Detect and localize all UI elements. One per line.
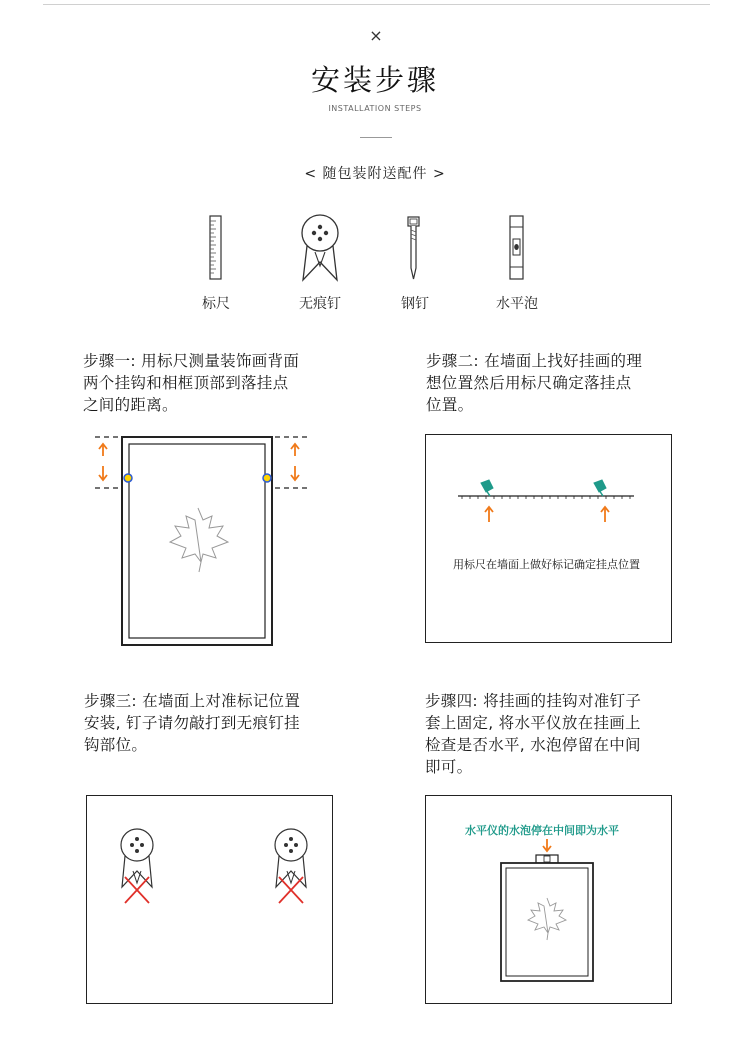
step-3-line: 步骤三: 在墙面上对准标记位置	[84, 692, 301, 710]
traceless-hook-icon	[275, 829, 307, 903]
step-1-line: 之间的距离。	[83, 396, 178, 414]
step-2-caption: 用标尺在墙面上做好标记确定挂点位置	[453, 558, 640, 571]
marker-pin-icon	[594, 480, 606, 496]
accessory-label-hook: 无痕钉	[299, 296, 341, 312]
step-3-line: 钩部位。	[84, 736, 148, 754]
accessory-label-ruler: 标尺	[202, 296, 230, 312]
step-4-text	[425, 690, 641, 778]
marker-pin-icon	[481, 480, 493, 496]
page-subtitle: INSTALLATION STEPS	[328, 104, 422, 113]
step-4-line: 即可。	[425, 758, 473, 776]
steel-nail-icon	[405, 216, 423, 282]
ruler-icon	[208, 215, 224, 281]
step-2-illustration	[425, 434, 672, 643]
step-1-text	[83, 350, 299, 416]
step-2-text	[426, 350, 642, 416]
page-title: 安装步骤	[310, 63, 439, 97]
accessories-heading: < 随包装附送配件 >	[304, 166, 446, 182]
top-divider-line	[43, 4, 710, 5]
step-2-line: 想位置然后用标尺确定落挂点	[426, 374, 632, 392]
step-2-markings	[426, 470, 669, 530]
step-1-illustration	[90, 432, 312, 650]
step-1-line: 两个挂钩和相框顶部到落挂点	[83, 374, 289, 392]
accessory-label-level: 水平泡	[496, 296, 538, 312]
title-divider	[360, 137, 392, 138]
spirit-level-icon	[508, 215, 526, 281]
step-2-line: 位置。	[426, 396, 474, 414]
step-3-line: 安装, 钉子请勿敲打到无痕钉挂	[84, 714, 300, 732]
step-4-line: 套上固定, 将水平仪放在挂画上	[425, 714, 641, 732]
step-2-line: 步骤二: 在墙面上找好挂画的理	[426, 352, 643, 370]
step-4-caption: 水平仪的水泡停在中间即为水平	[465, 824, 619, 837]
close-icon[interactable]: ×	[369, 26, 383, 45]
step-4-line: 检查是否水平, 水泡停留在中间	[425, 736, 641, 754]
step-3-hooks	[87, 825, 330, 915]
step-4-frame	[426, 836, 669, 996]
step-4-line: 步骤四: 将挂画的挂钩对准钉子	[425, 692, 642, 710]
traceless-hook-icon	[121, 829, 153, 903]
traceless-hook-icon	[297, 214, 343, 284]
step-1-line: 步骤一: 用标尺测量装饰画背面	[83, 352, 300, 370]
step-3-text	[84, 690, 300, 756]
accessory-label-nail: 钢钉	[401, 296, 429, 312]
